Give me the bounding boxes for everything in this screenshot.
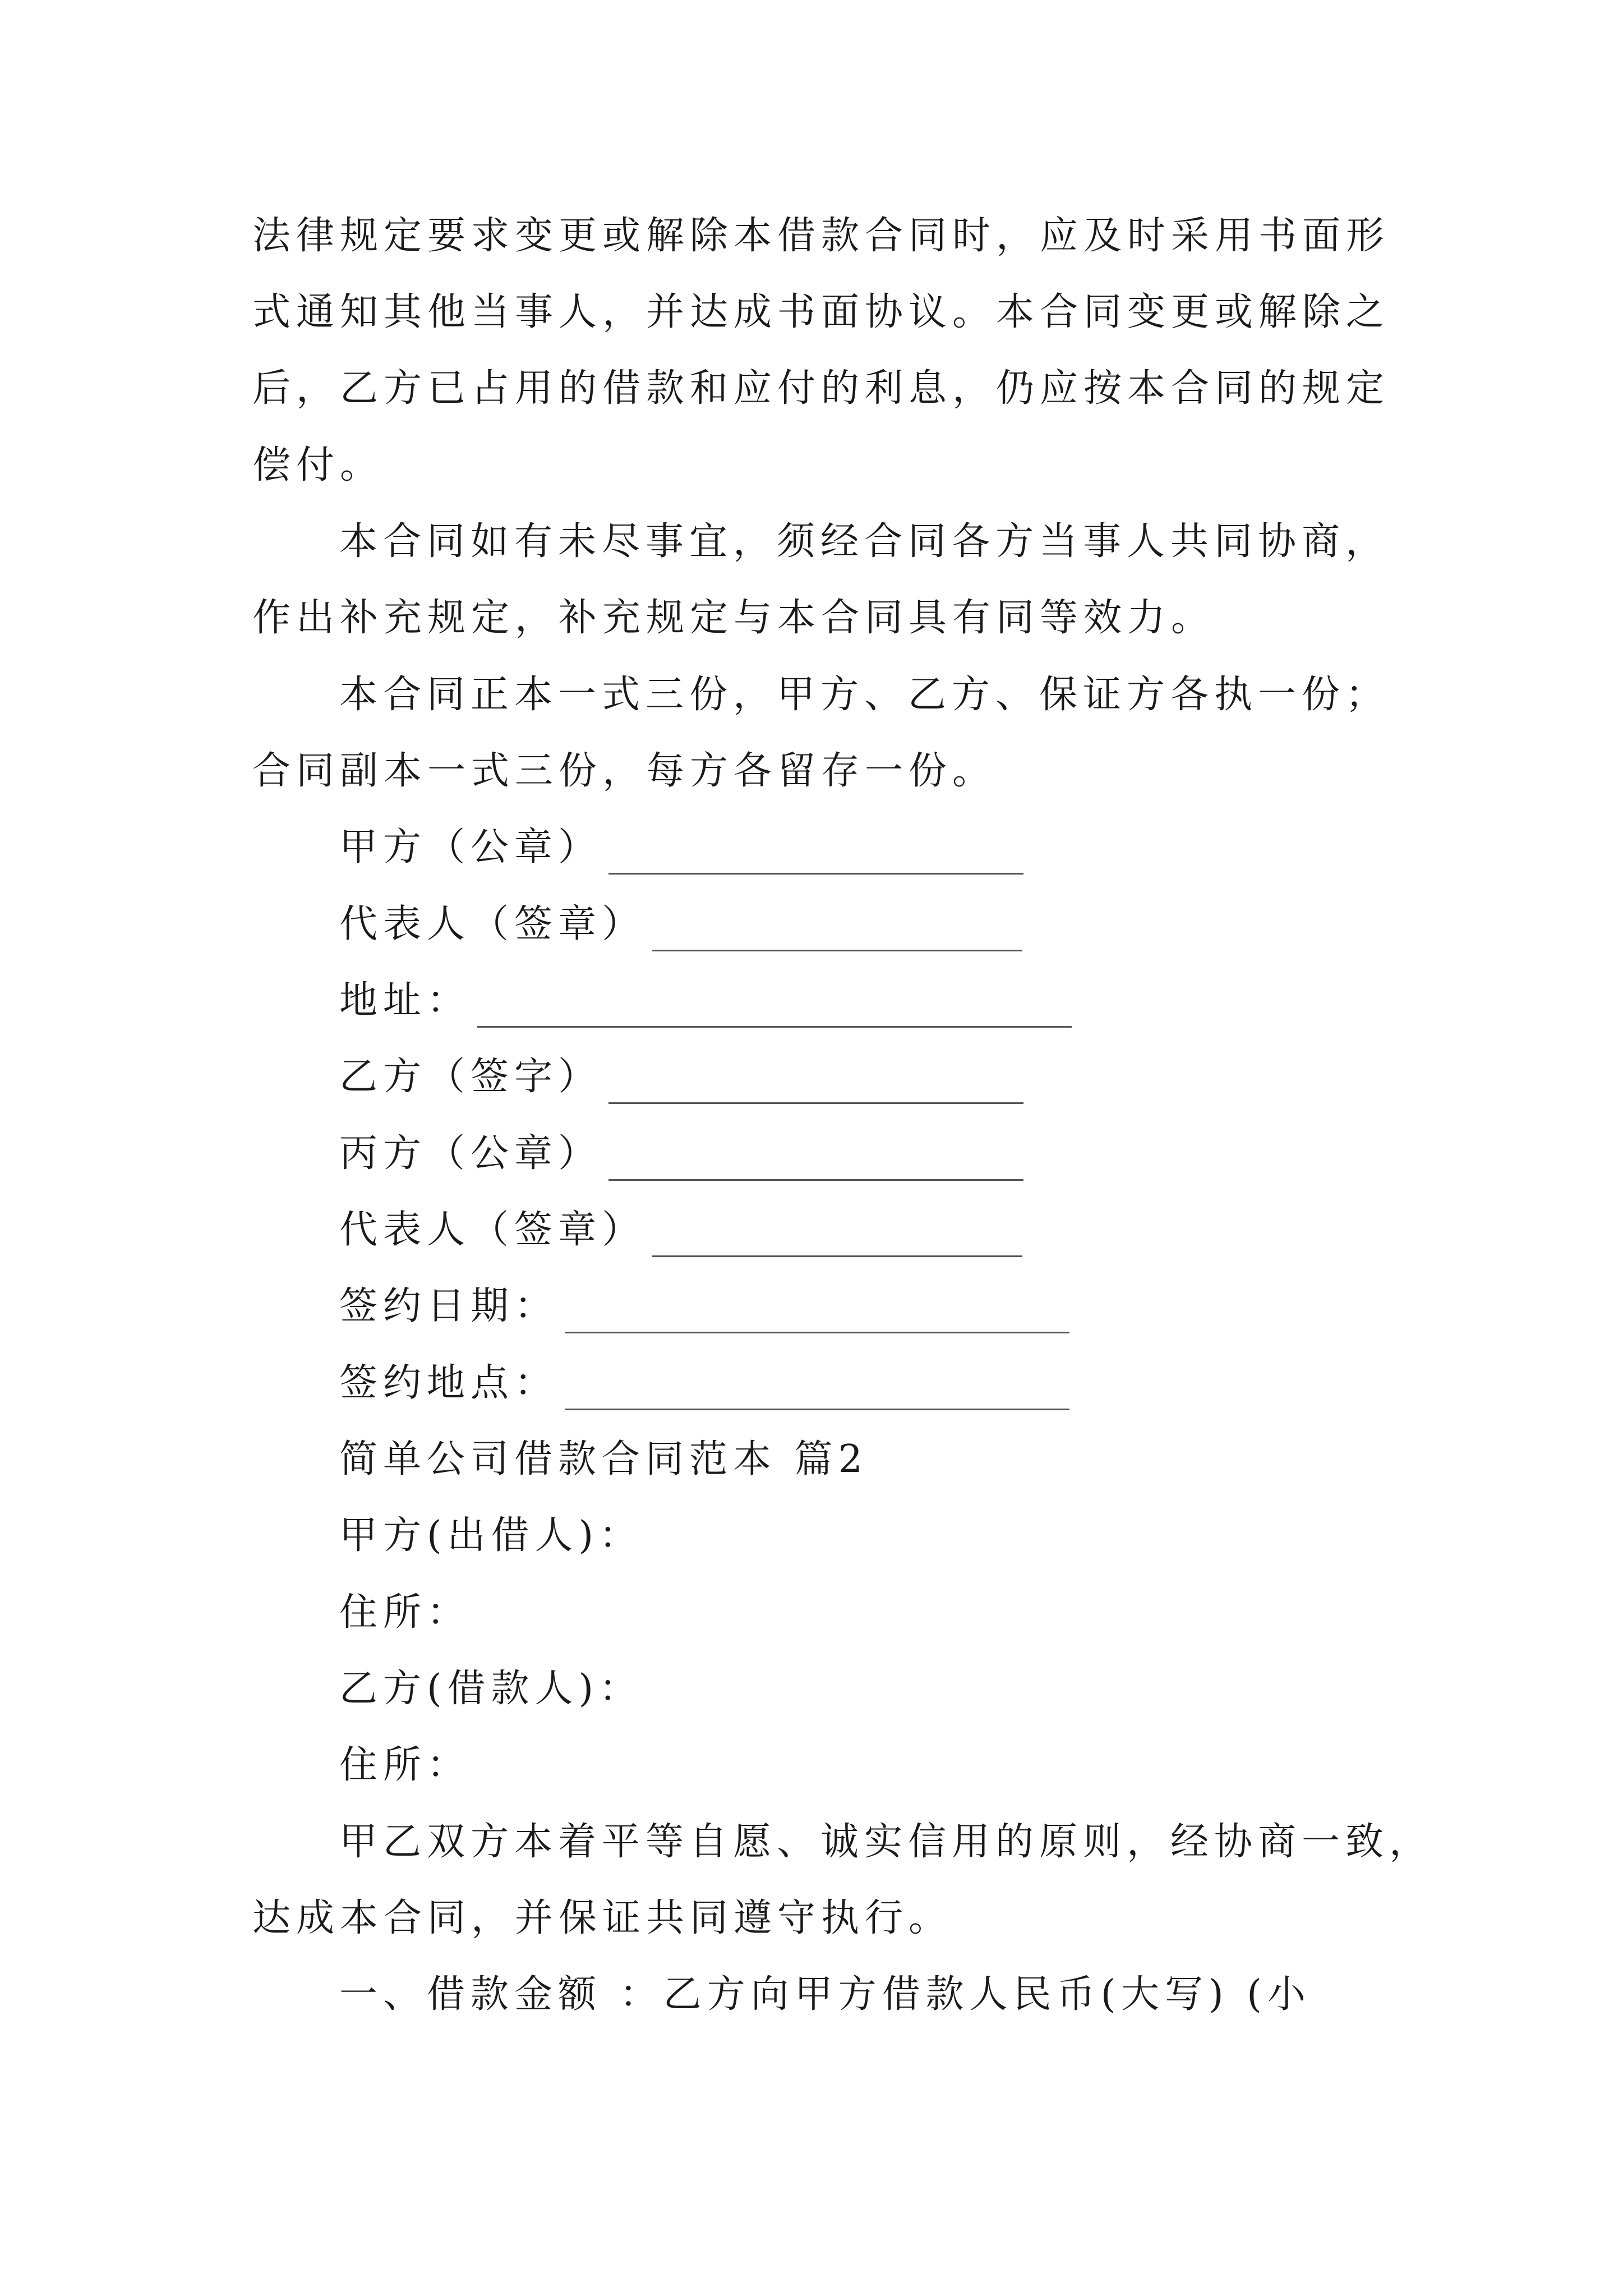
signature-row-representative-c <box>339 1203 1022 1257</box>
signature-label: 乙方（签字） <box>339 1055 602 1099</box>
signature-blank <box>652 1222 1022 1257</box>
signature-row-representative-a <box>339 898 1022 951</box>
signature-row-date <box>339 1280 1069 1333</box>
paragraph-line: 法律规定要求变更或解除本借款合同时，应及时采用书面形 <box>252 214 1390 258</box>
clause-line: 一、借款金额 ：乙方向甲方借款人民币(大写) (小 <box>339 1972 1311 2017</box>
signature-blank <box>652 916 1022 951</box>
paragraph-line: 甲乙双方本着平等自愿、诚实信用的原则，经协商一致， <box>339 1820 1433 1864</box>
signature-row-address <box>339 974 1072 1028</box>
signature-row-party-b <box>339 1050 1023 1104</box>
signature-label: 甲方（公章） <box>339 825 602 869</box>
signature-blank <box>565 1375 1069 1410</box>
signature-row-party-c <box>339 1127 1023 1181</box>
lender-address-line: 住所： <box>339 1590 471 1635</box>
section-title: 简单公司借款合同范本 篇2 <box>339 1437 868 1481</box>
borrower-line: 乙方(借款人)： <box>339 1667 643 1711</box>
signature-blank <box>565 1298 1069 1333</box>
signature-label: 代表人（签章） <box>339 1208 646 1252</box>
paragraph-line: 后，乙方已占用的借款和应付的利息，仍应按本合同的规定 <box>252 366 1390 411</box>
paragraph-line: 本合同如有未尽事宜，须经合同各方当事人共同协商， <box>339 519 1390 564</box>
paragraph-line: 合同副本一式三份，每方各留存一份。 <box>252 749 997 793</box>
signature-blank <box>608 1069 1023 1104</box>
lender-line: 甲方(出借人)： <box>339 1513 643 1558</box>
paragraph-line: 偿付。 <box>252 443 384 487</box>
paragraph-line: 本合同正本一式三份，甲方、乙方、保证方各执一份； <box>339 673 1390 717</box>
signature-label: 签约地点： <box>339 1361 559 1405</box>
signature-label: 代表人（签章） <box>339 902 646 946</box>
borrower-address-line: 住所： <box>339 1743 471 1787</box>
signature-blank <box>608 839 1023 875</box>
paragraph-line: 式通知其他当事人，并达成书面协议。本合同变更或解除之 <box>252 290 1390 334</box>
paragraph-line: 达成本合同，并保证共同遵守执行。 <box>252 1896 953 1940</box>
signature-row-place <box>339 1356 1069 1410</box>
paragraph-line: 作出补充规定，补充规定与本合同具有同等效力。 <box>252 596 1215 640</box>
signature-label: 签约日期： <box>339 1284 559 1328</box>
signature-label: 丙方（公章） <box>339 1131 602 1176</box>
signature-label: 地址： <box>339 978 471 1023</box>
signature-blank <box>477 992 1072 1028</box>
signature-blank <box>608 1145 1023 1181</box>
signature-row-party-a <box>339 821 1023 875</box>
